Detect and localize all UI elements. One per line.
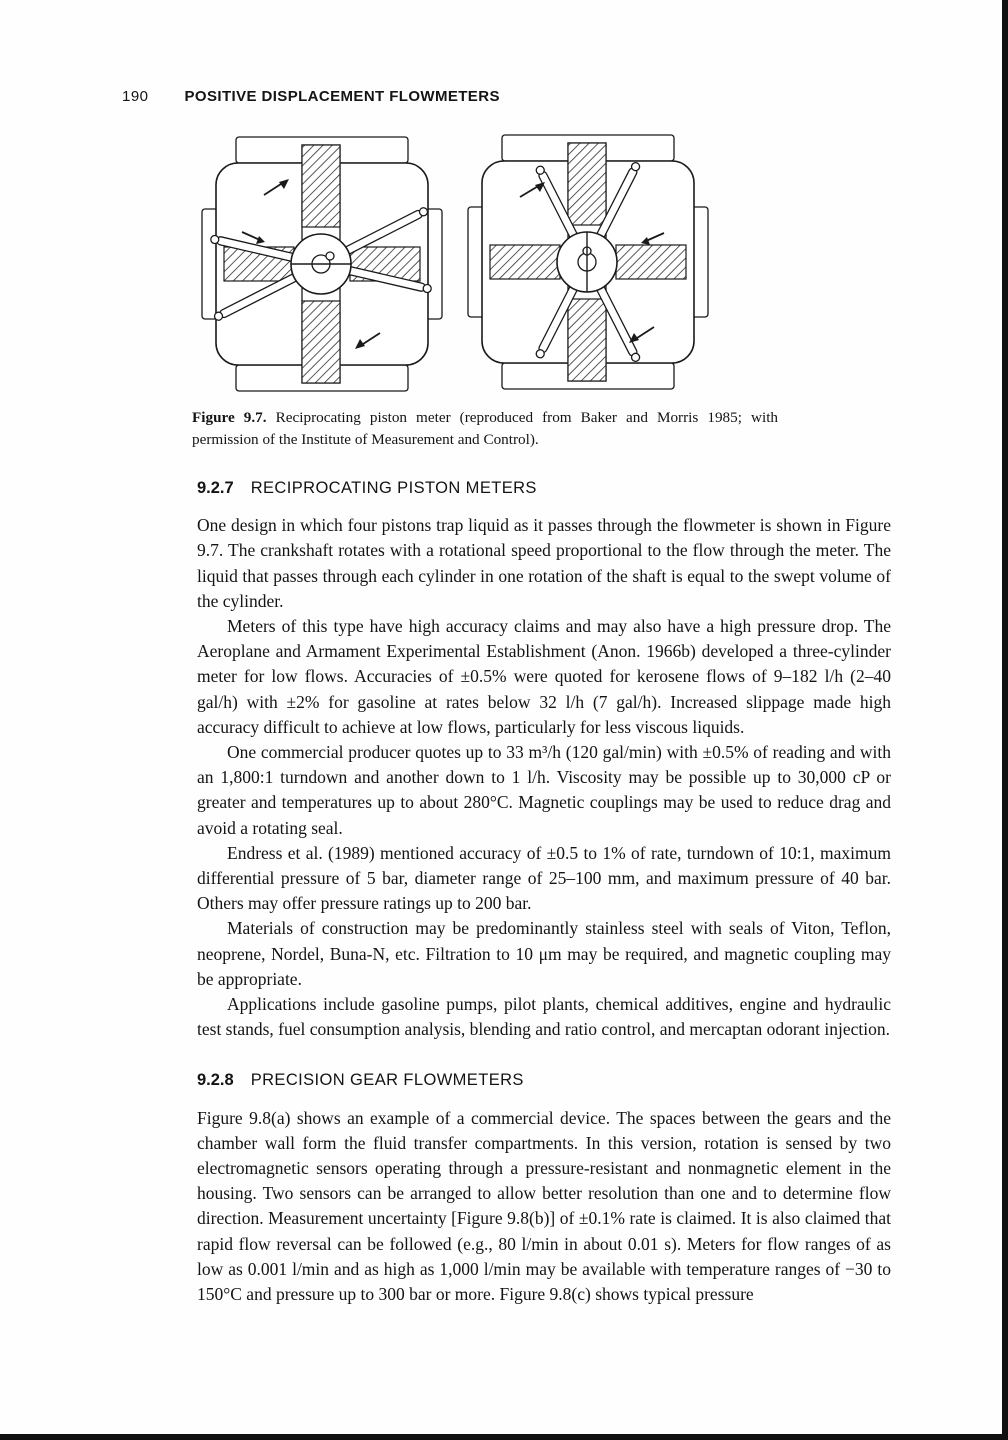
section-title: PRECISION GEAR FLOWMETERS	[250, 1071, 524, 1090]
body-text	[197, 476, 891, 1307]
paragraph: Figure 9.8(a) shows an example of a commercial device. The spaces between the gears and the chamber wall form the fluid transfer compartments. In this version, rotation is sensed by two electromagnetic sensors operating through a pressure-resistant and nonmagnetic element in the housing. Two sensors can be arranged to allow better resolution than one and to determine flow direction. Measurement uncertainty [Figure 9.8(b)] of ±0.1% rate is claimed. It is also claimed that rapid flow reversal can be followed (e.g., 80 l/min in about 0.01 s). Meters for flow ranges of as low as 0.001 l/min and as high as 1,000 l/min may be available with temperature ranges of −30 to 150°C and pressure up to 300 bar or more. Figure 9.8(c) shows typical pressure	[197, 1107, 891, 1305]
section-9-2-7-heading	[197, 476, 891, 501]
paragraph: Meters of this type have high accuracy claims and may also have a high pressure drop. The Aeroplane and Armament Experimental Establishment (Anon. 1966b) developed a three-cylinder meter for low flows. Accuracies of ±0.5% were quoted for kerosene flows of 9–182 l/h (2–40 gal/h) with ±2% for gasoline at rates below 32 l/h (7 gal/h). Increased slippage made high accuracy difficult to achieve at low flows, particularly for less viscous liquids.	[197, 616, 891, 737]
section-9-2-8-heading	[197, 1068, 891, 1093]
piston-meter-illustration	[196, 133, 716, 395]
section-number: 9.2.7	[197, 479, 234, 497]
paragraph: Applications include gasoline pumps, pilot plants, chemical additives, engine and hydraulic test stands, fuel consumption analysis, blending and ratio control, and mercaptan odorant injection.	[197, 994, 891, 1040]
page-content	[122, 88, 894, 1307]
figure-9-7-diagram	[196, 133, 716, 395]
scan-edge-right	[1002, 0, 1008, 1440]
paragraph: Materials of construction may be predominantly stainless steel with seals of Viton, Teflon, neoprene, Nordel, Buna-N, etc. Filtration to 10 μm may be required, and magnetic coupling may be appropriate.	[197, 918, 891, 989]
section-9-2-8	[197, 1068, 891, 1307]
page-number: 190	[122, 88, 149, 105]
paragraph: Endress et al. (1989) mentioned accuracy of ±0.5 to 1% of rate, turndown of 10:1, maximum differential pressure of 5 bar, diameter range of 25–100 mm, and maximum pressure of 40 bar. Others may offer pressure ratings up to 200 bar.	[197, 842, 891, 914]
running-header	[122, 88, 894, 105]
figure-caption-label: Figure 9.7.	[192, 409, 267, 426]
figure-caption	[192, 407, 778, 450]
section-title: RECIPROCATING PISTON METERS	[250, 479, 537, 497]
paragraph: One design in which four pistons trap liquid as it passes through the flowmeter is shown in Figure 9.7. The crankshaft rotates with a rotational speed proportional to the flow through the meter. The liquid that passes through each cylinder in one rotation of the shaft is equal to the swept volume of the cylinder.	[197, 515, 891, 611]
piston-meter-right	[468, 135, 708, 389]
section-number: 9.2.8	[197, 1071, 234, 1090]
figure-9-7	[192, 133, 792, 450]
figure-caption-text: Reciprocating piston meter (reproduced from Baker and Morris 1985; with permission of the Institute of Measurement and Control).	[192, 409, 779, 448]
running-head-title: POSITIVE DISPLACEMENT FLOWMETERS	[184, 88, 500, 105]
paragraph: One commercial producer quotes up to 33 m³/h (120 gal/min) with ±0.5% of reading and with an 1,800:1 turndown and another down to 1 l/h. Viscosity may be possible up to 30,000 cP or greater and temperatures up to about 280°C. Magnetic couplings may be used to reduce drag and avoid a rotating seal.	[197, 742, 891, 838]
piston-meter-left	[202, 137, 442, 391]
section-9-2-7	[197, 476, 891, 1042]
scan-edge-bottom	[0, 1434, 1008, 1440]
